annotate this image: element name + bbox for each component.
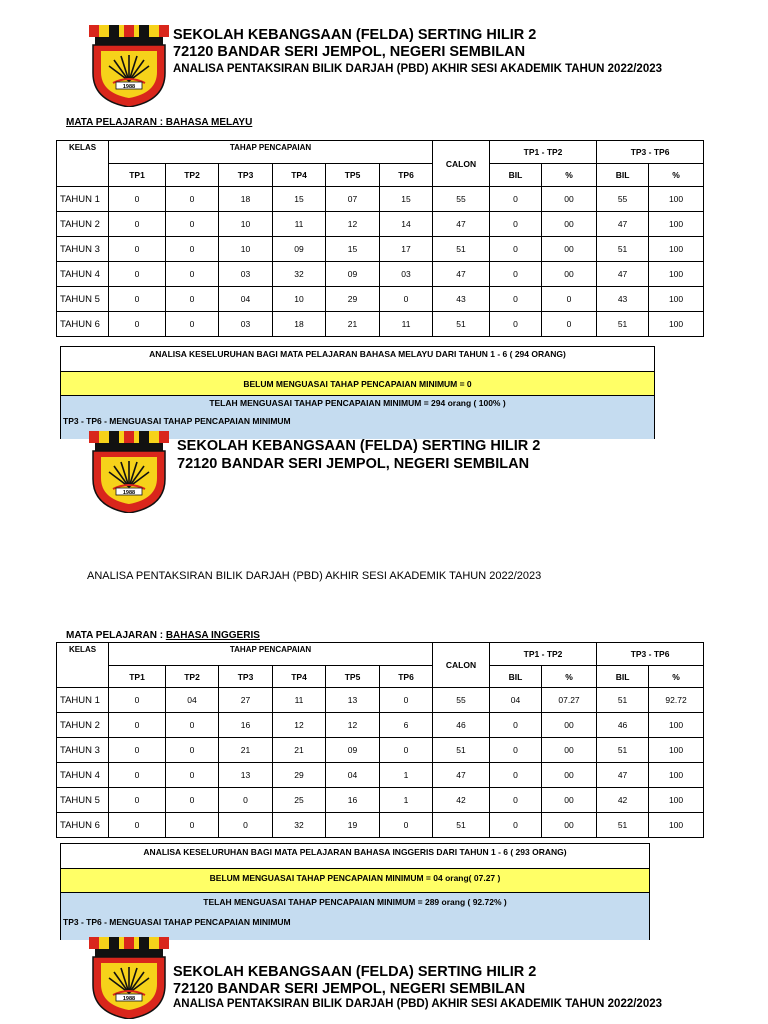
table-row	[57, 738, 704, 763]
table-cell: 17	[380, 237, 433, 262]
table-cell: 0	[109, 738, 166, 763]
table-cell: 11	[273, 688, 326, 713]
col-kelas: KELAS	[57, 643, 109, 688]
col-calon: CALON	[433, 141, 490, 187]
subject-title	[66, 630, 260, 641]
table-cell: 43	[597, 287, 649, 312]
row-class-label: TAHUN 2	[57, 713, 109, 738]
table-cell: 42	[597, 788, 649, 813]
table-cell: 0	[166, 212, 219, 237]
table-cell: 43	[433, 287, 490, 312]
table-cell: 51	[597, 688, 649, 713]
table-cell: 0	[542, 287, 597, 312]
table-cell: 0	[109, 187, 166, 212]
table-cell: 0	[166, 312, 219, 337]
col-tp6: TP6	[380, 666, 433, 688]
col-tp1: TP1	[109, 666, 166, 688]
table-cell: 0	[109, 287, 166, 312]
table-cell: 100	[649, 813, 704, 838]
school-address: 72120 BANDAR SERI JEMPOL, NEGERI SEMBILAN	[173, 981, 526, 997]
table-cell: 04	[490, 688, 542, 713]
table-cell: 0	[380, 738, 433, 763]
table-cell: 0	[166, 788, 219, 813]
row-class-label: TAHUN 3	[57, 738, 109, 763]
table-cell: 1	[380, 763, 433, 788]
table-row	[57, 813, 704, 838]
table-cell: 0	[109, 763, 166, 788]
table-cell: 47	[597, 262, 649, 287]
col-bil: BIL	[490, 164, 542, 187]
table-cell: 51	[597, 237, 649, 262]
table-cell: 0	[490, 237, 542, 262]
table-cell: 100	[649, 713, 704, 738]
table-cell: 0	[109, 688, 166, 713]
table-cell: 09	[273, 237, 326, 262]
table-cell: 0	[219, 788, 273, 813]
col-tp3-tp6: TP3 - TP6	[597, 643, 704, 666]
summary-tp-note: TP3 - TP6 - MENGUASAI TAHAP PENCAPAIAN MINIMUM	[61, 417, 654, 439]
row-class-label: TAHUN 1	[57, 187, 109, 212]
table-cell: 00	[542, 212, 597, 237]
table-cell: 0	[109, 262, 166, 287]
subject-prefix: MATA PELAJARAN :	[66, 630, 166, 641]
table-cell: 09	[326, 262, 380, 287]
school-crest-logo	[89, 937, 169, 1019]
table-cell: 10	[273, 287, 326, 312]
table-cell: 92.72	[649, 688, 704, 713]
table-cell: 51	[597, 813, 649, 838]
table-cell: 0	[490, 738, 542, 763]
table-cell: 0	[490, 813, 542, 838]
col-tp2: TP2	[166, 666, 219, 688]
table-cell: 09	[326, 738, 380, 763]
col-tahap: TAHAP PENCAPAIAN	[109, 141, 433, 164]
col-tp3: TP3	[219, 164, 273, 187]
results-table	[56, 140, 704, 337]
table-cell: 03	[219, 312, 273, 337]
table-cell: 0	[166, 237, 219, 262]
table-cell: 100	[649, 763, 704, 788]
table-cell: 11	[380, 312, 433, 337]
table-cell: 100	[649, 788, 704, 813]
row-class-label: TAHUN 5	[57, 287, 109, 312]
table-row	[57, 312, 704, 337]
table-cell: 0	[166, 262, 219, 287]
table-cell: 0	[490, 262, 542, 287]
table-cell: 14	[380, 212, 433, 237]
col-tp5: TP5	[326, 164, 380, 187]
table-cell: 00	[542, 187, 597, 212]
table-cell: 46	[433, 713, 490, 738]
table-row	[57, 688, 704, 713]
table-cell: 0	[109, 212, 166, 237]
table-cell: 0	[490, 788, 542, 813]
table-cell: 0	[166, 738, 219, 763]
col-tp3: TP3	[219, 666, 273, 688]
table-cell: 47	[597, 212, 649, 237]
table-cell: 0	[166, 813, 219, 838]
table-cell: 10	[219, 212, 273, 237]
col-pct: %	[649, 666, 704, 688]
table-cell: 55	[597, 187, 649, 212]
table-cell: 32	[273, 262, 326, 287]
report-subtitle: ANALISA PENTAKSIRAN BILIK DARJAH (PBD) AKHIR SESI AKADEMIK TAHUN 2022/2023	[173, 998, 663, 1010]
table-cell: 0	[490, 713, 542, 738]
col-tp1: TP1	[109, 164, 166, 187]
table-cell: 25	[273, 788, 326, 813]
table-cell: 16	[219, 713, 273, 738]
table-row	[57, 237, 704, 262]
table-cell: 0	[166, 287, 219, 312]
table-cell: 100	[649, 187, 704, 212]
row-class-label: TAHUN 4	[57, 763, 109, 788]
table-cell: 55	[433, 187, 490, 212]
table-cell: 10	[219, 237, 273, 262]
table-cell: 12	[326, 713, 380, 738]
col-pct: %	[542, 666, 597, 688]
table-cell: 12	[273, 713, 326, 738]
table-cell: 00	[542, 763, 597, 788]
table-cell: 18	[219, 187, 273, 212]
col-tp4: TP4	[273, 164, 326, 187]
table-cell: 51	[433, 237, 490, 262]
table-cell: 03	[219, 262, 273, 287]
table-cell: 0	[380, 287, 433, 312]
table-cell: 13	[219, 763, 273, 788]
results-table	[56, 642, 704, 838]
table-cell: 6	[380, 713, 433, 738]
col-tp6: TP6	[380, 164, 433, 187]
col-calon: CALON	[433, 643, 490, 688]
table-cell: 29	[326, 287, 380, 312]
col-tp1-tp2: TP1 - TP2	[490, 141, 597, 164]
table-cell: 100	[649, 237, 704, 262]
table-cell: 19	[326, 813, 380, 838]
school-crest-logo	[89, 431, 169, 513]
table-cell: 0	[109, 713, 166, 738]
table-cell: 100	[649, 312, 704, 337]
analysis-title: ANALISA PENTAKSIRAN BILIK DARJAH (PBD) AKHIR SESI AKADEMIK TAHUN 2022/2023	[87, 570, 542, 582]
summary-telah: TELAH MENGUASAI TAHAP PENCAPAIAN MINIMUM = 294 orang ( 100% )	[61, 395, 654, 418]
table-cell: 29	[273, 763, 326, 788]
col-tp5: TP5	[326, 666, 380, 688]
table-row	[57, 187, 704, 212]
table-row	[57, 212, 704, 237]
logo-year: 1988	[122, 996, 136, 1002]
table-cell: 42	[433, 788, 490, 813]
summary-telah: TELAH MENGUASAI TAHAP PENCAPAIAN MINIMUM = 289 orang ( 92.72% )	[61, 892, 649, 917]
summary-title: ANALISA KESELURUHAN BAGI MATA PELAJARAN BAHASA MELAYU DARI TAHUN 1 - 6 ( 294 ORANG)	[61, 347, 654, 371]
table-cell: 47	[597, 763, 649, 788]
table-cell: 0	[109, 813, 166, 838]
table-cell: 0	[542, 312, 597, 337]
subject-title	[66, 117, 252, 128]
col-tp2: TP2	[166, 164, 219, 187]
table-cell: 0	[490, 312, 542, 337]
summary-belum: BELUM MENGUASAI TAHAP PENCAPAIAN MINIMUM = 0	[61, 371, 654, 396]
col-tahap: TAHAP PENCAPAIAN	[109, 643, 433, 666]
table-cell: 0	[490, 212, 542, 237]
table-cell: 15	[380, 187, 433, 212]
table-cell: 46	[597, 713, 649, 738]
school-address: 72120 BANDAR SERI JEMPOL, NEGERI SEMBILAN	[177, 456, 530, 472]
table-cell: 100	[649, 738, 704, 763]
school-crest-logo	[89, 25, 169, 107]
school-name: SEKOLAH KEBANGSAAN (FELDA) SERTING HILIR 2	[173, 27, 537, 43]
table-cell: 100	[649, 262, 704, 287]
table-cell: 13	[326, 688, 380, 713]
col-tp1-tp2: TP1 - TP2	[490, 643, 597, 666]
table-cell: 47	[433, 262, 490, 287]
logo-year: 1988	[122, 84, 136, 90]
col-bil: BIL	[597, 666, 649, 688]
summary-tp-note: TP3 - TP6 - MENGUASAI TAHAP PENCAPAIAN MINIMUM	[61, 916, 649, 940]
table-cell: 0	[166, 187, 219, 212]
col-bil: BIL	[597, 164, 649, 187]
school-address: 72120 BANDAR SERI JEMPOL, NEGERI SEMBILAN	[173, 44, 526, 60]
subject-label: MATA PELAJARAN : BAHASA MELAYU	[66, 117, 253, 128]
col-tp4: TP4	[273, 666, 326, 688]
table-row	[57, 788, 704, 813]
table-cell: 55	[433, 688, 490, 713]
table-row	[57, 287, 704, 312]
summary-title: ANALISA KESELURUHAN BAGI MATA PELAJARAN BAHASA INGGERIS DARI TAHUN 1 - 6 ( 293 ORANG)	[61, 844, 649, 868]
table-cell: 0	[380, 813, 433, 838]
table-cell: 07.27	[542, 688, 597, 713]
table-cell: 1	[380, 788, 433, 813]
table-cell: 0	[109, 788, 166, 813]
table-cell: 0	[166, 713, 219, 738]
logo-year: 1988	[122, 490, 136, 496]
col-kelas: KELAS	[57, 141, 109, 187]
subject-name: BAHASA INGGERIS	[165, 630, 260, 641]
table-cell: 51	[597, 738, 649, 763]
table-cell: 04	[166, 688, 219, 713]
table-cell: 51	[433, 813, 490, 838]
table-cell: 0	[109, 312, 166, 337]
table-cell: 0	[380, 688, 433, 713]
report-subtitle: ANALISA PENTAKSIRAN BILIK DARJAH (PBD) AKHIR SESI AKADEMIK TAHUN 2022/2023	[173, 63, 663, 75]
table-cell: 51	[597, 312, 649, 337]
table-cell: 00	[542, 788, 597, 813]
table-cell: 0	[109, 237, 166, 262]
table-cell: 04	[326, 763, 380, 788]
table-cell: 16	[326, 788, 380, 813]
table-cell: 21	[273, 738, 326, 763]
table-cell: 51	[433, 738, 490, 763]
table-cell: 00	[542, 237, 597, 262]
table-cell: 00	[542, 813, 597, 838]
table-cell: 04	[219, 287, 273, 312]
table-cell: 47	[433, 212, 490, 237]
table-cell: 12	[326, 212, 380, 237]
col-tp3-tp6: TP3 - TP6	[597, 141, 704, 164]
table-cell: 21	[326, 312, 380, 337]
col-bil: BIL	[490, 666, 542, 688]
table-cell: 100	[649, 287, 704, 312]
table-cell: 0	[490, 763, 542, 788]
school-name: SEKOLAH KEBANGSAAN (FELDA) SERTING HILIR 2	[173, 964, 537, 980]
table-cell: 15	[273, 187, 326, 212]
table-cell: 100	[649, 212, 704, 237]
table-cell: 18	[273, 312, 326, 337]
table-cell: 21	[219, 738, 273, 763]
table-cell: 03	[380, 262, 433, 287]
row-class-label: TAHUN 4	[57, 262, 109, 287]
table-cell: 00	[542, 262, 597, 287]
table-cell: 11	[273, 212, 326, 237]
col-pct: %	[649, 164, 704, 187]
summary-box	[60, 843, 650, 940]
table-cell: 00	[542, 713, 597, 738]
table-row	[57, 262, 704, 287]
table-cell: 15	[326, 237, 380, 262]
summary-box	[60, 346, 655, 439]
table-cell: 0	[490, 287, 542, 312]
table-cell: 0	[166, 763, 219, 788]
table-row	[57, 763, 704, 788]
summary-belum: BELUM MENGUASAI TAHAP PENCAPAIAN MINIMUM = 04 orang( 07.27 )	[61, 868, 649, 893]
school-name: SEKOLAH KEBANGSAAN (FELDA) SERTING HILIR 2	[177, 438, 541, 454]
table-cell: 32	[273, 813, 326, 838]
row-class-label: TAHUN 6	[57, 312, 109, 337]
table-cell: 47	[433, 763, 490, 788]
col-pct: %	[542, 164, 597, 187]
row-class-label: TAHUN 2	[57, 212, 109, 237]
table-cell: 00	[542, 738, 597, 763]
table-row	[57, 713, 704, 738]
row-class-label: TAHUN 1	[57, 688, 109, 713]
row-class-label: TAHUN 5	[57, 788, 109, 813]
row-class-label: TAHUN 3	[57, 237, 109, 262]
table-cell: 51	[433, 312, 490, 337]
table-cell: 27	[219, 688, 273, 713]
table-cell: 0	[490, 187, 542, 212]
table-cell: 07	[326, 187, 380, 212]
row-class-label: TAHUN 6	[57, 813, 109, 838]
table-cell: 0	[219, 813, 273, 838]
